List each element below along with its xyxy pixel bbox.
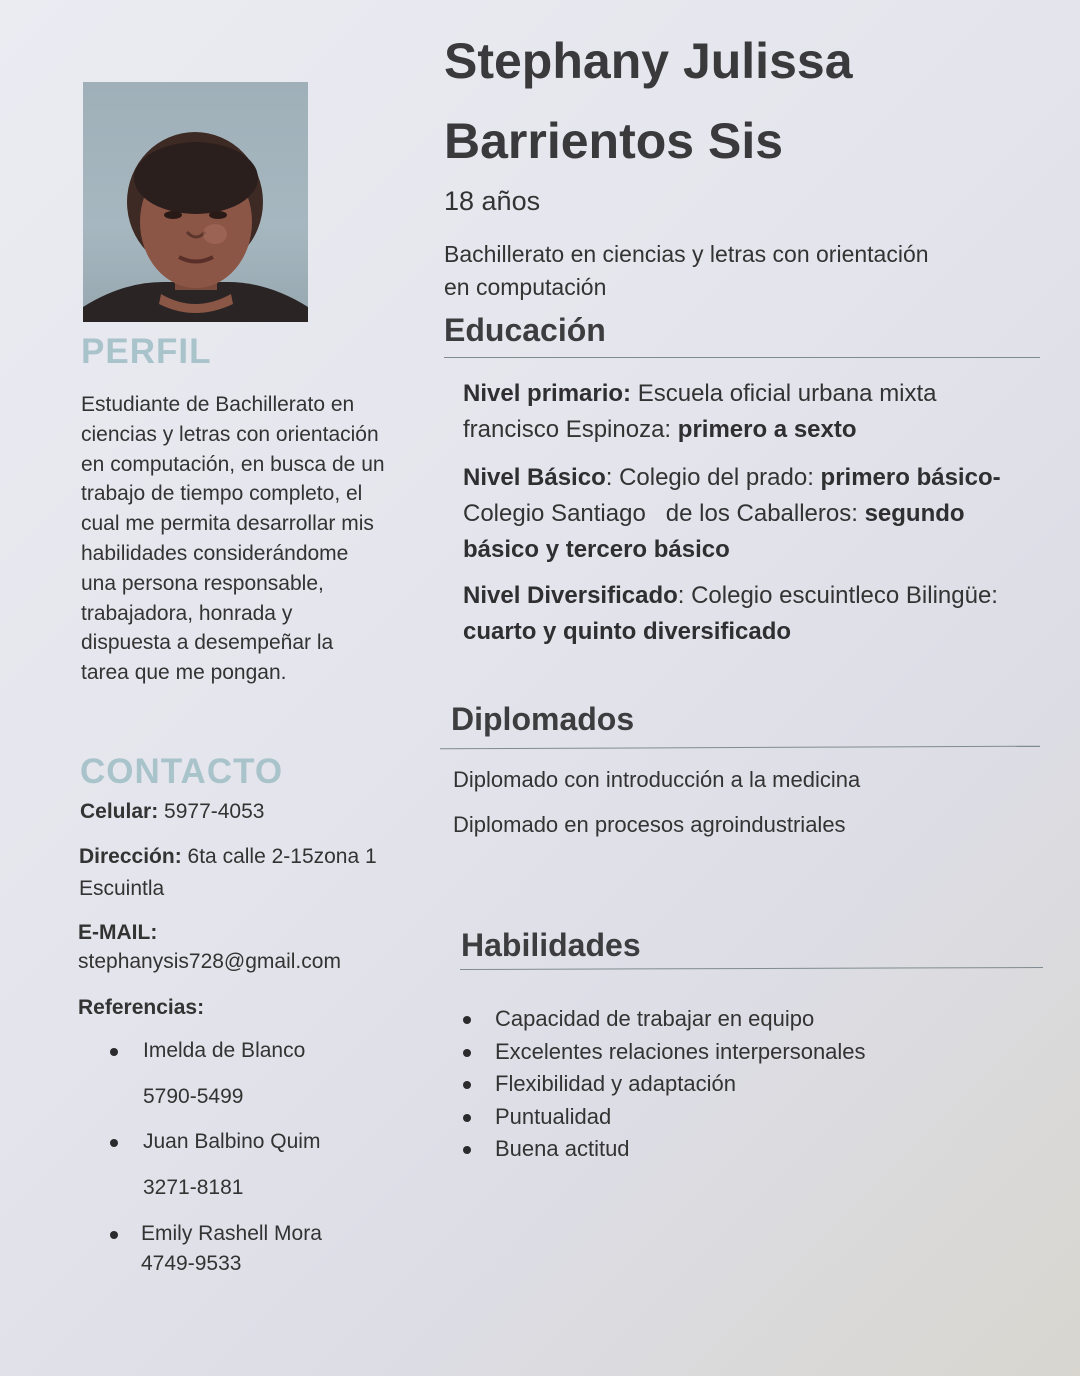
- bullet-icon: [110, 1231, 118, 1239]
- skill-text: Excelentes relaciones interpersonales: [495, 1038, 866, 1064]
- education-basic: [463, 460, 1001, 568]
- phone-row: [80, 797, 264, 827]
- address-line-2: Escuintla: [79, 877, 165, 900]
- profile-line: ciencias y letras con orientación: [81, 422, 379, 446]
- profile-line: trabajo de tiempo completo, el: [81, 482, 363, 506]
- diplomas-title: Diplomados: [451, 701, 635, 737]
- phone-label: Celular:: [80, 800, 159, 823]
- profile-line: cual me permita desarrollar mis: [81, 512, 374, 536]
- name-line-1: Stephany Julissa: [444, 33, 853, 89]
- reference-phone: 5790-5499: [143, 1084, 244, 1108]
- basic-grade-1: primero básico-: [820, 464, 1001, 491]
- phone-value: 5977-4053: [164, 800, 265, 823]
- address-label: Dirección:: [79, 845, 182, 868]
- bullet-icon: [463, 1146, 471, 1154]
- age: 18 años: [444, 186, 541, 216]
- bullet-icon: [463, 1081, 471, 1089]
- basic-grade-2: segundo: [864, 500, 965, 527]
- skill-item: [463, 1003, 866, 1036]
- skills-list: [463, 1003, 866, 1166]
- education-diversified: [463, 578, 998, 650]
- contact-title: CONTACTO: [80, 752, 284, 791]
- email-label: E-MAIL:: [78, 921, 158, 944]
- reference-item-1: [110, 1036, 305, 1112]
- bullet-icon: [463, 1049, 471, 1057]
- reference-name: Emily Rashell Mora: [141, 1222, 322, 1245]
- profile-line: una persona responsable,: [81, 571, 324, 595]
- education-divider: [444, 357, 1040, 358]
- diversified-text: : Colegio escuintleco Bilingüe:: [677, 582, 998, 609]
- basic-text-2: Colegio Santiago de los Caballeros:: [463, 500, 865, 527]
- reference-phone: 3271-8181: [143, 1175, 244, 1199]
- reference-phone: 4749-9533: [141, 1251, 242, 1275]
- profile-text: [81, 390, 385, 688]
- profile-line: habilidades considerándome: [81, 541, 349, 565]
- skill-item: [463, 1068, 866, 1101]
- primary-text-2: francisco Espinoza:: [463, 416, 678, 443]
- education-title: Educación: [444, 312, 606, 348]
- reference-name: Juan Balbino Quim: [143, 1130, 321, 1153]
- basic-text-1: : Colegio del prado:: [605, 464, 821, 491]
- degree-line-1: Bachillerato en ciencias y letras con orientación: [444, 241, 929, 267]
- profile-line: dispuesta a desempeñar la: [81, 631, 334, 655]
- education-primary: [463, 376, 937, 448]
- skills-divider: [460, 967, 1043, 970]
- skill-text: Capacidad de trabajar en equipo: [495, 1006, 815, 1031]
- bullet-icon: [110, 1139, 118, 1147]
- skill-text: Flexibilidad y adaptación: [495, 1071, 736, 1096]
- bullet-icon: [463, 1016, 471, 1024]
- person-portrait-icon: [83, 82, 308, 322]
- degree-line-2: en computación: [444, 274, 607, 300]
- profile-line: en computación, en busca de un: [81, 452, 385, 476]
- skill-item: [463, 1133, 866, 1166]
- profile-title: PERFIL: [81, 332, 212, 371]
- references-label: Referencias:: [78, 996, 205, 1019]
- skill-item: [463, 1036, 866, 1069]
- skills-title: Habilidades: [461, 927, 641, 963]
- address-block: [79, 841, 377, 905]
- primary-grades: primero a sexto: [677, 416, 857, 443]
- basic-grade-3: básico y tercero básico: [463, 536, 730, 563]
- diplomas-divider: [440, 746, 1040, 750]
- degree: [444, 238, 929, 304]
- profile-photo: [83, 82, 308, 322]
- primary-text-1: Escuela oficial urbana mixta: [631, 380, 937, 407]
- basic-label: Nivel Básico: [463, 464, 606, 491]
- reference-item-3: [110, 1219, 322, 1279]
- email-value[interactable]: stephanysis728@gmail.com: [78, 950, 341, 973]
- profile-line: Estudiante de Bachillerato en: [81, 393, 355, 416]
- reference-name: Imelda de Blanco: [143, 1039, 306, 1062]
- bullet-icon: [110, 1048, 118, 1056]
- name-line-2: Barrientos Sis: [444, 113, 784, 169]
- primary-label: Nivel primario:: [463, 380, 632, 407]
- skill-text: Puntualidad: [495, 1103, 612, 1129]
- reference-item-2: [110, 1127, 320, 1203]
- address-line-1: 6ta calle 2-15zona 1: [187, 845, 377, 868]
- profile-line: trabajadora, honrada y: [81, 601, 293, 625]
- diversified-label: Nivel Diversificado: [463, 582, 678, 609]
- skill-item: [463, 1101, 866, 1134]
- diversified-grades: cuarto y quinto diversificado: [463, 618, 792, 645]
- bullet-icon: [463, 1114, 471, 1122]
- email-block: [78, 918, 341, 976]
- skill-text: Buena actitud: [495, 1136, 630, 1161]
- diploma-item-2: Diplomado en procesos agroindustriales: [453, 812, 846, 837]
- profile-line: tarea que me pongan.: [81, 661, 287, 685]
- diploma-item-1: Diplomado con introducción a la medicina: [453, 767, 861, 792]
